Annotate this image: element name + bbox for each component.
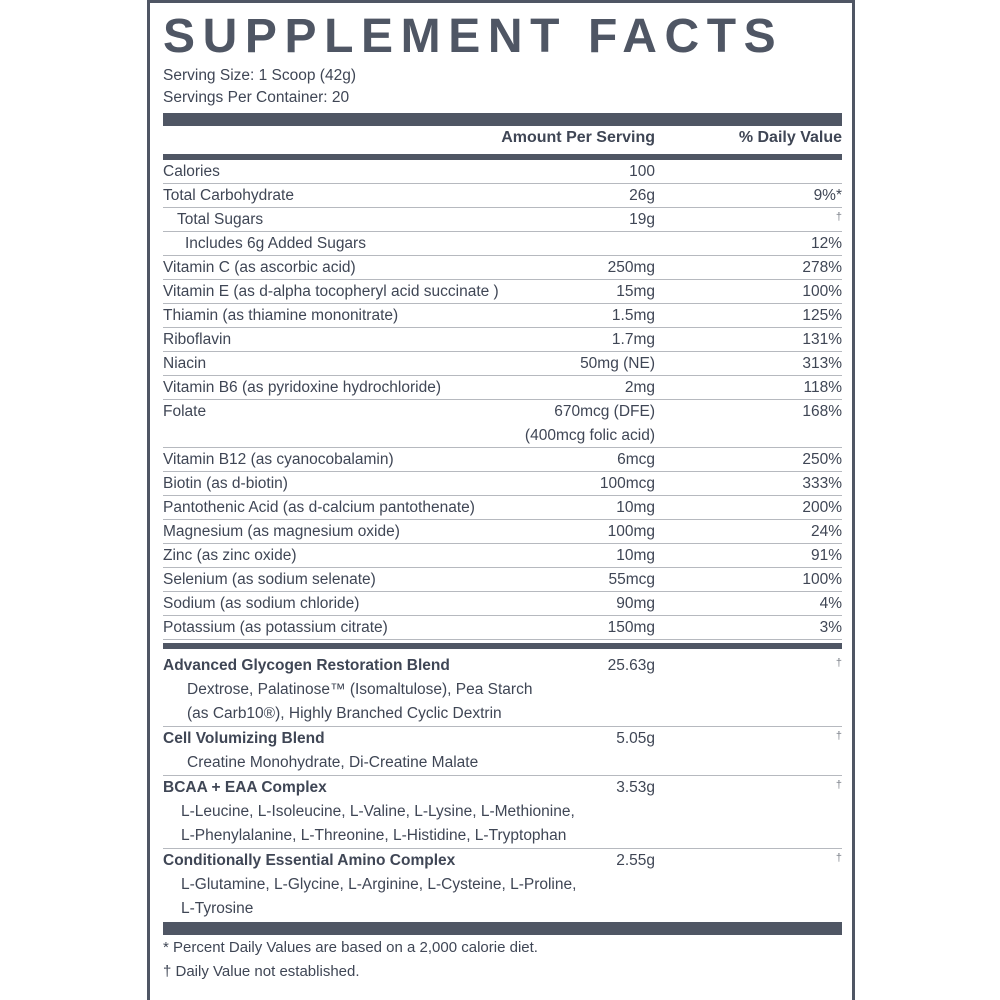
nutrient-row (163, 592, 842, 616)
blend-name: Advanced Glycogen Restoration Blend (163, 657, 450, 674)
nutrient-row (163, 280, 842, 304)
serving-info (163, 65, 356, 109)
nutrient-amount-value: 10mg (616, 499, 655, 516)
divider-before-blends (163, 643, 842, 649)
nutrient-row (163, 616, 842, 640)
nutrient-daily-value: 12% (810, 235, 842, 252)
blend-daily-value: † (835, 779, 842, 791)
nutrient-daily-value: † (835, 211, 842, 223)
nutrient-amount (629, 160, 655, 184)
nutrient-name: Vitamin B12 (as cyanocobalamin) (163, 451, 394, 468)
blend-ingredients (187, 678, 532, 726)
blend-table (163, 654, 842, 922)
blend-ingredient-line: Dextrose, Palatinose™ (Isomaltulose), Pea Starch (187, 681, 533, 698)
nutrient-daily-value: 9%* (813, 187, 842, 204)
nutrient-amount-value: 6mcg (617, 451, 655, 468)
nutrient-amount (616, 280, 655, 304)
nutrient-row (163, 328, 842, 352)
nutrient-amount (616, 544, 655, 568)
nutrient-name: Zinc (as zinc oxide) (163, 547, 297, 564)
nutrient-amount-value: 15mg (616, 283, 655, 300)
nutrient-row (163, 544, 842, 568)
supplement-facts-panel (147, 0, 855, 1000)
nutrient-row (163, 304, 842, 328)
nutrient-row (163, 448, 842, 472)
nutrient-row (163, 376, 842, 400)
blend-name: BCAA + EAA Complex (163, 779, 327, 796)
nutrient-name: Calories (163, 163, 220, 180)
nutrient-row (163, 520, 842, 544)
nutrient-row (163, 208, 842, 232)
serving-size: Serving Size: 1 Scoop (42g) (163, 67, 356, 84)
nutrient-amount-value: 250mg (607, 259, 655, 276)
blend-row (163, 849, 842, 922)
nutrient-name: Vitamin E (as d-alpha tocopheryl acid succinate ) (163, 283, 499, 300)
nutrient-amount-value: 1.7mg (611, 331, 655, 348)
nutrient-daily-value: 3% (819, 619, 842, 636)
nutrient-name: Magnesium (as magnesium oxide) (163, 523, 400, 540)
nutrient-amount (608, 568, 655, 592)
blend-name: Conditionally Essential Amino Complex (163, 852, 456, 869)
nutrient-amount-value: 100 (629, 163, 655, 180)
nutrient-daily-value: 168% (802, 403, 842, 420)
nutrient-name: Total Carbohydrate (163, 187, 294, 204)
nutrient-amount (580, 352, 655, 376)
blend-daily-value: † (835, 730, 842, 742)
blend-ingredient-line: Creatine Monohydrate, Di-Creatine Malate (187, 754, 479, 771)
nutrient-amount-note: (400mcg folic acid) (524, 427, 655, 444)
nutrient-row (163, 496, 842, 520)
daily-value-header: % Daily Value (738, 129, 842, 146)
nutrient-amount (617, 448, 655, 472)
nutrient-daily-value: 200% (802, 499, 842, 516)
nutrient-amount (629, 184, 655, 208)
blend-ingredient-line: L-Glutamine, L-Glycine, L-Arginine, L-Cysteine, L-Proline, (181, 876, 577, 893)
nutrient-daily-value: 250% (802, 451, 842, 468)
amount-per-serving-header: Amount Per Serving (501, 129, 655, 146)
nutrient-daily-value: 333% (802, 475, 842, 492)
nutrient-amount (608, 520, 655, 544)
nutrient-amount-value: 19g (629, 211, 655, 228)
nutrient-amount (629, 208, 655, 232)
blend-row (163, 654, 842, 727)
blend-ingredient-line: L-Leucine, L-Isoleucine, L-Valine, L-Lysine, L-Methionine, (181, 803, 575, 820)
nutrient-name: Pantothenic Acid (as d-calcium pantothenate) (163, 499, 475, 516)
nutrient-amount (600, 472, 655, 496)
nutrient-amount-value: 670mcg (DFE) (554, 403, 655, 420)
servings-per-container: Servings Per Container: 20 (163, 89, 350, 106)
nutrient-daily-value: 100% (802, 283, 842, 300)
nutrient-amount (612, 304, 655, 328)
nutrient-row (163, 160, 842, 184)
nutrient-daily-value: 125% (802, 307, 842, 324)
nutrient-daily-value: 278% (802, 259, 842, 276)
thick-divider-bottom (163, 922, 842, 935)
nutrient-amount-value: 55mcg (608, 571, 655, 588)
nutrient-name: Vitamin B6 (as pyridoxine hydrochloride) (163, 379, 441, 396)
nutrient-daily-value: 118% (803, 379, 842, 396)
nutrient-row (163, 568, 842, 592)
nutrient-amount (608, 616, 655, 640)
column-header (163, 125, 842, 153)
nutrient-amount-value: 1.5mg (611, 307, 655, 324)
nutrient-amount-value: 10mg (616, 547, 655, 564)
nutrient-name: Selenium (as sodium selenate) (163, 571, 376, 588)
nutrient-amount-value: 90mg (616, 595, 655, 612)
blend-ingredient-line: L-Tyrosine (181, 900, 254, 917)
nutrient-row (163, 352, 842, 376)
nutrient-name: Biotin (as d-biotin) (163, 475, 288, 492)
nutrient-row (163, 184, 842, 208)
nutrient-amount-value: 100mcg (599, 475, 655, 492)
nutrient-amount-value: 2mg (624, 379, 655, 396)
nutrient-amount (625, 376, 655, 400)
nutrient-amount (525, 400, 655, 448)
footnote-daily-values: * Percent Daily Values are based on a 2,000 calorie diet. (163, 939, 538, 956)
nutrient-name: Vitamin C (as ascorbic acid) (163, 259, 356, 276)
nutrient-name: Includes 6g Added Sugars (185, 235, 366, 252)
nutrient-amount-value: 150mg (607, 619, 655, 636)
nutrient-name: Sodium (as sodium chloride) (163, 595, 360, 612)
nutrient-amount (616, 592, 655, 616)
blend-amount: 2.55g (616, 852, 655, 869)
nutrient-amount-value: 100mg (607, 523, 655, 540)
blend-ingredients (181, 800, 575, 848)
nutrient-name: Folate (163, 403, 207, 420)
nutrient-name: Total Sugars (177, 211, 264, 228)
nutrient-row (163, 472, 842, 496)
blend-row (163, 776, 842, 849)
nutrient-row (163, 400, 842, 448)
blend-ingredient-line: L-Phenylalanine, L-Threonine, L-Histidine, L-Tryptophan (181, 827, 567, 844)
nutrient-amount-value: 50mg (NE) (580, 355, 655, 372)
blend-amount: 5.05g (616, 730, 655, 747)
blend-row (163, 727, 842, 776)
blend-ingredients (187, 751, 478, 775)
nutrient-daily-value: 4% (819, 595, 842, 612)
nutrient-table (163, 160, 842, 640)
nutrient-daily-value: 313% (802, 355, 842, 372)
nutrient-amount-value: 26g (629, 187, 655, 204)
nutrient-name: Thiamin (as thiamine mononitrate) (163, 307, 399, 324)
blend-daily-value: † (835, 657, 842, 669)
nutrient-daily-value: 100% (802, 571, 842, 588)
nutrient-daily-value: 24% (810, 523, 842, 540)
footnotes (163, 936, 538, 984)
nutrient-amount (608, 256, 655, 280)
nutrient-name: Riboflavin (163, 331, 232, 348)
blend-amount: 25.63g (607, 657, 655, 674)
nutrient-amount (616, 496, 655, 520)
footnote-dagger: † Daily Value not established. (163, 963, 360, 980)
panel-title: SUPPLEMENT FACTS (163, 10, 784, 63)
nutrient-row (163, 232, 842, 256)
nutrient-amount (612, 328, 655, 352)
nutrient-name: Niacin (163, 355, 207, 372)
nutrient-name: Potassium (as potassium citrate) (163, 619, 388, 636)
blend-amount: 3.53g (616, 779, 655, 796)
nutrient-daily-value: 131% (802, 331, 842, 348)
nutrient-row (163, 256, 842, 280)
nutrient-daily-value: 91% (810, 547, 842, 564)
blend-ingredient-line: (as Carb10®), Highly Branched Cyclic Dextrin (187, 705, 502, 722)
blend-ingredients (181, 873, 576, 921)
blend-daily-value: † (835, 852, 842, 864)
blend-name: Cell Volumizing Blend (163, 730, 325, 747)
